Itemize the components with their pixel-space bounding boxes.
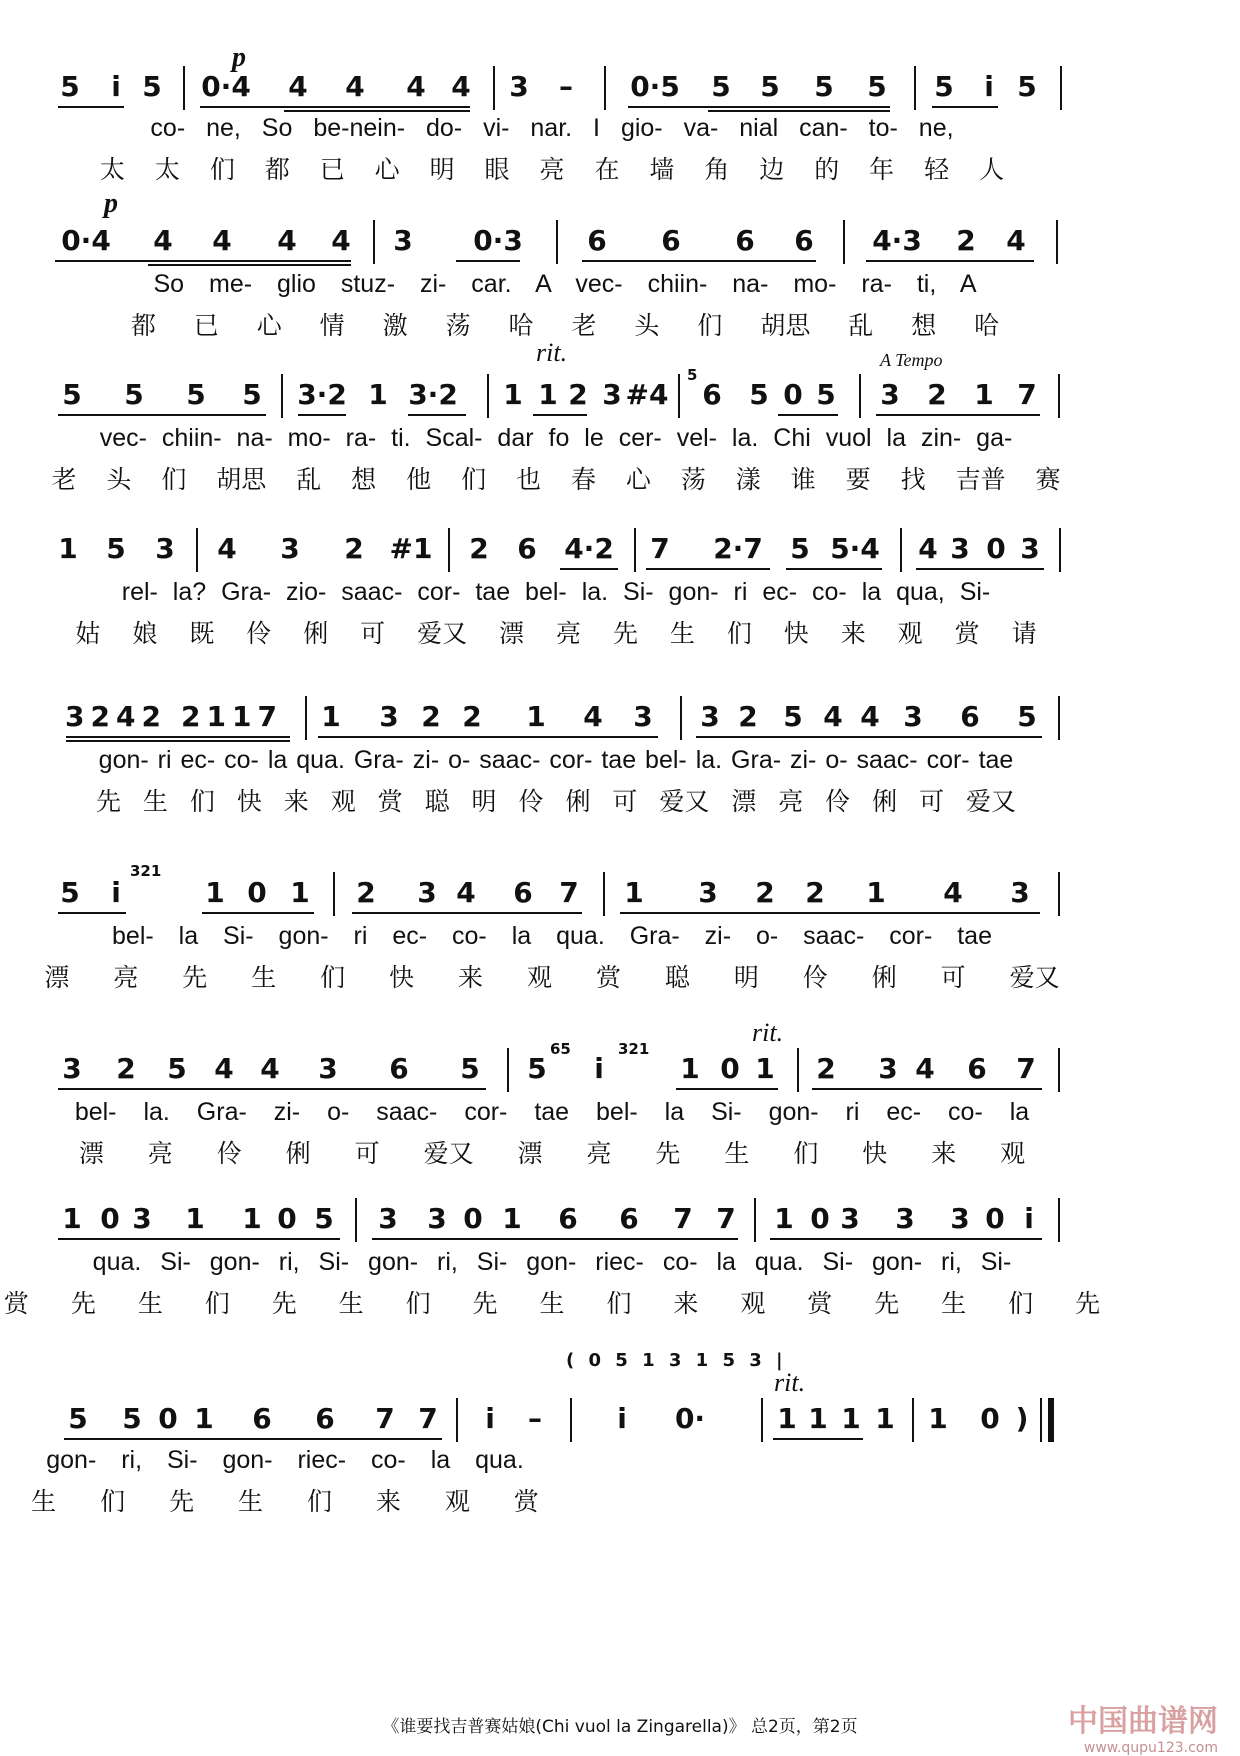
watermark-logo <box>1068 1696 1218 1756</box>
tempo-mark: A Tempo <box>880 350 943 370</box>
chinese-lyrics-7: 漂 亮 伶 俐 可 爱又 漂 亮 先 生 们 快 来 观 <box>78 1139 1026 1168</box>
dynamic-mark: p <box>104 188 118 219</box>
ritardando-mark: rit. <box>752 1018 784 1047</box>
chinese-lyrics-2: 都 已 心 情 激 荡 哈 老 头 们 胡思 乱 想 哈 <box>130 311 1000 340</box>
chinese-lyrics-1: 太 太 们 都 已 心 明 眼 亮 在 墙 角 边 的 年 轻 人 <box>99 155 1005 184</box>
notes-line-9: 5 5 0 1 6 6 7 7 i – i 0· 1 1 1 1 1 0 ) <box>0 1402 1240 1462</box>
notes-line-6: 5 i 321 1 0 1 2 3 4 6 7 1 3 2 2 1 4 3 <box>0 876 1240 936</box>
grace-note: 321 <box>130 862 162 880</box>
chinese-lyrics-8: 赏 先 生 们 先 生 们 先 生 们 来 观 赏 先 生 们 先 <box>3 1289 1101 1318</box>
page-footer: 《谁要找吉普赛姑娘(Chi vuol la Zingarella)》 总2页，第2页 <box>382 1717 858 1737</box>
italian-lyrics-8: qua. Si- gon- ri, Si- gon- ri, Si- gon- riec- co- la qua. Si- gon- ri, Si- <box>92 1248 1012 1276</box>
watermark-url: www.qupu123.com <box>1083 1740 1218 1756</box>
italian-lyrics-4: rel- la? Gra- zio- saac- cor- tae bel- la. Si- gon- ri ec- co- la qua, Si- <box>121 578 991 606</box>
grace-note: 321 <box>618 1040 650 1058</box>
notes-line-2: 0·4 4 4 4 4 3 0·3 6 6 6 6 4·3 2 4 <box>0 224 1240 284</box>
notes-line-7: 3 2 5 4 4 3 6 5 5 65 i 321 1 0 1 2 3 4 6 7 <box>0 1052 1240 1112</box>
chinese-lyrics-9: 生 们 先 生 们 来 观 赏 <box>31 1487 539 1516</box>
dynamic-mark: p <box>232 42 246 73</box>
notes-line-3: 5 5 5 5 3·2 1 3·2 1 1 2 3 #4 6 5 0 5 3 2 1 7 <box>0 378 1240 438</box>
chinese-lyrics-6: 漂 亮 先 生 们 快 来 观 赏 聪 明 伶 俐 可 爱又 <box>44 963 1060 992</box>
italian-lyrics-3: vec- chiin- na- mo- ra- ti. Scal- dar fo le cer- vel- la. Chi vuol la zin- ga- <box>99 424 1013 452</box>
chinese-lyrics-5: 先 生 们 快 来 观 赏 聪 明 伶 俐 可 爱又 漂 亮 伶 俐 可 爱又 <box>95 787 1017 816</box>
notes-line-5: 3242 2117 1 3 2 2 1 4 3 3 2 5 4 4 3 6 5 <box>0 700 1240 760</box>
chinese-lyrics-3: 老 头 们 胡思 乱 想 他 们 也 春 心 荡 漾 谁 要 找 吉普 赛 <box>51 465 1061 494</box>
notes-line-4: 1 5 3 4 3 2 #1 2 6 4·2 7 2·7 5 5·4 4 3 0 3 <box>0 532 1240 592</box>
italian-lyrics-9: gon- ri, Si- gon- riec- co- la qua. <box>46 1446 524 1474</box>
italian-lyrics-7: bel- la. Gra- zi- o- saac- cor- tae bel- la Si- gon- ri ec- co- la <box>74 1098 1030 1126</box>
grace-note: 5 <box>687 366 698 384</box>
grace-note: 65 <box>550 1040 571 1058</box>
watermark-text: 中国曲谱网 <box>1068 1704 1218 1739</box>
italian-lyrics-1: co- ne, So be-nein- do- vi- nar. I gio- va- nial can- to- ne, <box>150 114 954 142</box>
ritardando-mark: rit. <box>536 338 568 367</box>
notes-line-1: 5 i 5 0·4 4 4 4 4 3 – 0·5 5 5 5 5 5 i 5 <box>0 70 1240 130</box>
italian-lyrics-6: bel- la Si- gon- ri ec- co- la qua. Gra- zi- o- saac- cor- tae <box>112 922 992 950</box>
notes-line-8: 1 0 3 1 1 0 5 3 3 0 1 6 6 7 7 1 0 3 3 3 0 i <box>0 1202 1240 1262</box>
italian-lyrics-2: So me- glio stuz- zi- car. A vec- chiin- na- mo- ra- ti, A <box>153 270 977 298</box>
chinese-lyrics-4: 姑 娘 既 伶 俐 可 爱又 漂 亮 先 生 们 快 来 观 赏 请 <box>75 619 1037 648</box>
accompaniment-line: ( 0 5 1 3 1 5 3 | <box>566 1350 787 1371</box>
ritardando-mark: rit. <box>774 1368 806 1397</box>
italian-lyrics-5: gon- ri ec- co- la qua. Gra- zi- o- saac- cor- tae bel- la. Gra- zi- o- saac- cor- tae <box>98 746 1014 774</box>
